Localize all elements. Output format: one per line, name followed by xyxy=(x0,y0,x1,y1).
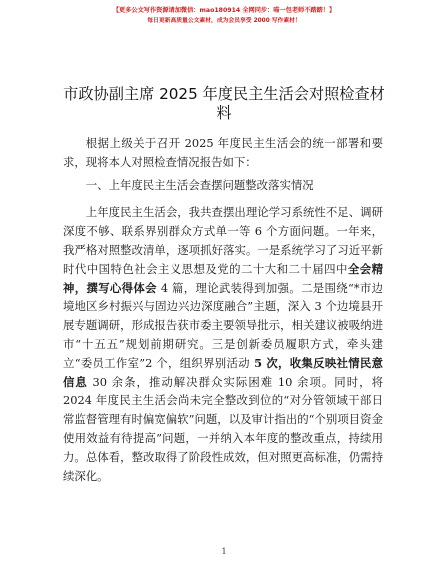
promo-banner xyxy=(0,6,448,26)
intro-paragraph: 根据上级关于召开 2025 年度民主生活会的统一部署和要求，现将本人对照检查情况报告如下： xyxy=(63,136,383,169)
body-bold-text-1: 全会精神，撰写心得体会 xyxy=(63,261,383,295)
page-number: 1 xyxy=(221,547,227,556)
body-paragraph xyxy=(63,203,383,485)
promo-banner-line1: 【更多公文写作资源请加微信：mao180914 全网同步：喵一包老师不踏踏！】 xyxy=(112,7,336,14)
section-heading: 一、上年度民主生活会查摆问题整改落实情况 xyxy=(85,177,314,192)
document-body xyxy=(63,134,383,485)
body-text-part1: 上年度民主生活会，我共查摆出理论学习系统性不足、调研深度不够、联系界别群众方式单一等 6 个方面问题。一年来，我严格对照整改清单，逐项抓好落实。一是系统学习了习近平新时代中国特色社会主义思想及党的二十大和二十届四中 xyxy=(63,205,383,276)
body-bold-text-2: 5 次，收集反映社情民意信息 xyxy=(63,355,383,389)
document-title: 市政协副主席 2025 年度民主生活会对照检查材料 xyxy=(63,85,385,122)
body-text-part3: 30 余条，推动解决群众实际困难 10 余项。同时，将 2024 年度民主生活会尚未完全整改到位的“对分管领域干部日常监督管理有时偏宽偏软”问题，以及审计指出的“个别项目资金使用效益有待提高”问题，一并纳入本年度的整改重点，持续用力。总体看，整改取得了阶段性成效，但对照更高标准，仍需持续深化。 xyxy=(63,374,383,483)
body-text-part2: 4 篇，理论武装得到加强。二是围绕“*市边境地区乡村振兴与固边兴边深度融合”主题，深入 3 个边境县开展专题调研，形成报告获市委主要领导批示，相关建议被吸纳进市“十五五”规划前期研究。三是创新委员履职方式，牵头建立“委员工作室”2 个，组织界别活动 xyxy=(63,280,383,370)
promo-banner-line2: 每日更新高质量公文素材，成为会员享受 2000 写作素材！ xyxy=(147,18,301,24)
